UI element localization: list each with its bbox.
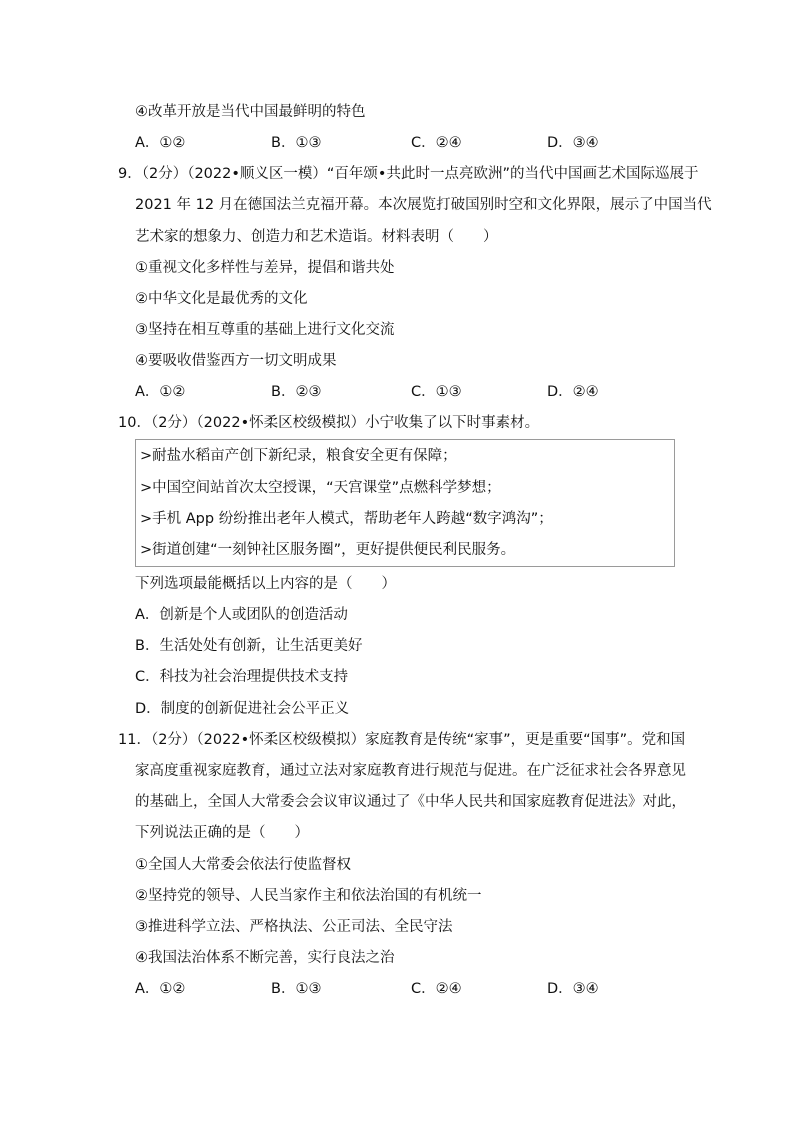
q10-choice-c: C．科技为社会治理提供技术支持	[135, 669, 349, 685]
q10-material-1: >耐盐水稻亩产创下新纪录，粮食安全更有保障；	[140, 448, 457, 464]
q11-statement-1: ①全国人大常委会依法行使监督权	[135, 857, 351, 873]
q8-option-b: B．①③	[271, 135, 322, 151]
q10-stem: 10．（2分）（2022•怀柔区校级模拟）小宁收集了以下时事素材。	[118, 415, 540, 431]
q10-choice-d: D．制度的创新促进社会公平正义	[135, 701, 350, 717]
q11-statement-3: ③推进科学立法、严格执法、公正司法、全民守法	[135, 919, 453, 935]
q9-stem-line-2: 2021 年 12 月在德国法兰克福开幕。本次展览打破国别时空和文化界限，展示了中国当代	[135, 197, 712, 213]
q11-statement-4: ④我国法治体系不断完善，实行良法之治	[135, 950, 395, 966]
q9-statement-4: ④要吸收借鉴西方一切文明成果	[135, 353, 337, 369]
q9-option-b: B．②③	[271, 384, 322, 400]
q11-stem-line-3: 的基础上，全国人大常委会会议审议通过了《中华人民共和国家庭教育促进法》对此，	[135, 794, 686, 810]
q10-material-box	[135, 439, 675, 567]
q11-stem-line-4: 下列说法正确的是（ ）	[135, 825, 309, 841]
q9-options	[135, 382, 735, 402]
q8-option-c: C．②④	[411, 135, 462, 151]
q9-statement-1: ①重视文化多样性与差异，提倡和谐共处	[135, 260, 395, 276]
q11-option-a: A．①②	[135, 981, 186, 997]
q11-stem-line-2: 家高度重视家庭教育，通过立法对家庭教育进行规范与促进。在广泛征求社会各界意见	[135, 763, 686, 779]
q11-options	[135, 979, 735, 999]
q9-statement-3: ③坚持在相互尊重的基础上进行文化交流	[135, 322, 395, 338]
q11-statement-2: ②坚持党的领导、人民当家作主和依法治国的有机统一	[135, 888, 482, 904]
q8-statement-4: ④改革开放是当代中国最鲜明的特色	[135, 104, 366, 120]
q11-option-b: B．①③	[271, 981, 322, 997]
q10-question: 下列选项最能概括以上内容的是（ ）	[135, 576, 396, 592]
q9-option-c: C．①③	[411, 384, 462, 400]
q11-option-d: D．③④	[547, 981, 599, 997]
q9-stem-line-1: 9．（2分）（2022•顺义区一模）“百年颂•共此时一点亮欧洲”的当代中国画艺术国际巡展于	[118, 166, 699, 182]
q11-stem-line-1: 11．（2分）（2022•怀柔区校级模拟）家庭教育是传统“家事”，更是重要“国事”。党和国	[118, 732, 686, 748]
q8-option-a: A．①②	[135, 135, 186, 151]
q9-statement-2: ②中华文化是最优秀的文化	[135, 291, 308, 307]
q10-material-2: >中国空间站首次太空授课，“天宫课堂”点燃科学梦想；	[140, 480, 501, 496]
q9-option-a: A．①②	[135, 384, 186, 400]
q8-options	[135, 133, 735, 153]
q10-material-4: >街道创建“一刻钟社区服务圈”，更好提供便民利民服务。	[140, 542, 516, 558]
q10-material-3: >手机 App 纷纷推出老年人模式，帮助老年人跨越“数字鸿沟”；	[140, 511, 553, 527]
q10-choice-b: B．生活处处有创新，让生活更美好	[135, 638, 363, 654]
q10-choice-a: A．创新是个人或团队的创造活动	[135, 607, 348, 623]
q11-option-c: C．②④	[411, 981, 462, 997]
q8-option-d: D．③④	[547, 135, 599, 151]
q9-stem-line-3: 艺术家的想象力、创造力和艺术造诣。材料表明（ ）	[135, 229, 498, 245]
q9-option-d: D．②④	[547, 384, 599, 400]
